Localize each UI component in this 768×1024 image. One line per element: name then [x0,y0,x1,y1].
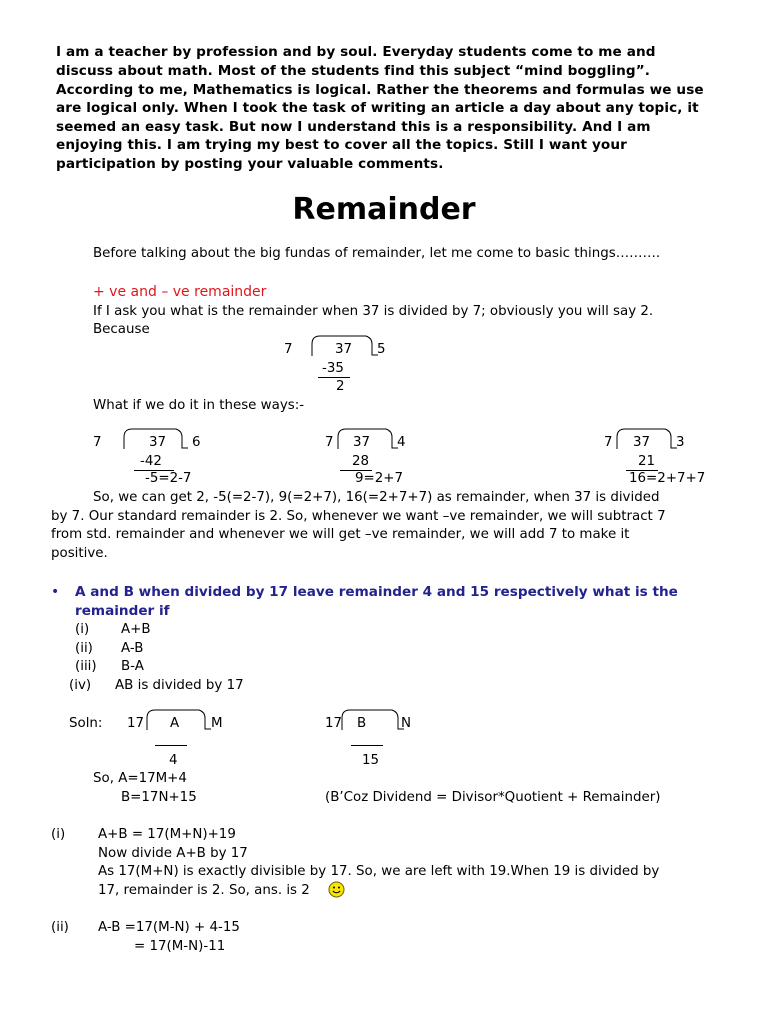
ex1-remainder: -5=2-7 [145,471,192,486]
smiley-icon [328,881,345,898]
page-title: Remainder [292,192,476,227]
subq-text-1: A+B [121,622,151,637]
ex3-quotient: 3 [676,435,685,450]
intro-line-7: participation by posting your valuable comments. [56,156,444,172]
subq-num-1: (i) [75,622,90,637]
soln2-remainder: 15 [362,753,380,768]
subq-num-4: (iv) [69,678,92,693]
part-ii-line-1: A-B =17(M-N) + 4-15 [98,920,240,935]
ex1-product: -42 [140,454,162,469]
section-heading: + ve and – ve remainder [93,284,267,300]
what-if-text: What if we do it in these ways:- [93,398,305,413]
ex3-product: 21 [638,454,656,469]
subq-num-3: (iii) [75,659,97,674]
bullet-icon: • [51,584,60,600]
part-i-num: (i) [51,827,66,842]
ex3-dividend: 37 [633,435,651,450]
intro-line-2: discuss about math. Most of the students find this subject “mind boggling”. [56,63,651,79]
ex2-quotient: 4 [397,435,406,450]
ex2-product: 28 [352,454,370,469]
main-divisor: 7 [284,342,293,357]
ex2-remainder: 9=2+7 [355,471,403,486]
soln2-dividend: B [357,716,367,731]
soln2-quotient: N [401,716,412,731]
para2-line-1: So, we can get 2, -5(=2-7), 9(=2+7), 16(=2+7+7) as remainder, when 37 is divided [93,490,660,505]
main-quotient: 5 [377,342,386,357]
ex1-quotient: 6 [192,435,201,450]
para1-line-2: Because [93,322,150,337]
soln1-division-bracket [141,708,221,732]
question-line-1: A and B when divided by 17 leave remainder 4 and 15 respectively what is the [75,584,678,600]
b-equation: B=17N+15 [121,790,197,805]
intro-line-1: I am a teacher by profession and by soul. Everyday students come to me and [56,44,656,60]
part-ii-num: (ii) [51,920,69,935]
part-i-line-4: 17, remainder is 2. So, ans. is 2 [98,883,310,898]
para2-line-4: positive. [51,546,108,561]
ex3-divisor: 7 [604,435,613,450]
soln2-subtract-line [351,745,383,746]
ex1-divisor: 7 [93,435,102,450]
ex2-divisor: 7 [325,435,334,450]
soln1-divisor: 17 [127,716,145,731]
para2-line-2: by 7. Our standard remainder is 2. So, whenever we want –ve remainder, we will subtract 7 [51,509,666,524]
subq-text-3: B-A [121,659,144,674]
intro-line-3: According to me, Mathematics is logical. Rather the theorems and formulas we use [56,82,704,98]
para1-line-1: If I ask you what is the remainder when 37 is divided by 7; obviously you will say 2. [93,304,654,319]
part-ii-line-2: = 17(M-N)-11 [134,939,226,954]
para2-line-3: from std. remainder and whenever we will get –ve remainder, we will add 7 to make it [51,527,630,542]
ex3-remainder: 16=2+7+7 [629,471,706,486]
intro-line-4: are logical only. When I took the task of writing an article a day about any topic, it [56,100,699,116]
intro-line-6: enjoying this. I am trying my best to cover all the topics. Still I want your [56,137,627,153]
ex2-dividend: 37 [353,435,371,450]
main-product: -35 [322,361,344,376]
soln-label: Soln: [69,716,103,731]
soln1-remainder: 4 [169,753,178,768]
part-i-line-3: As 17(M+N) is exactly divisible by 17. So, we are left with 19.When 19 is divided by [98,864,660,879]
soln1-quotient: M [211,716,223,731]
subq-text-2: A-B [121,641,144,656]
lead-text: Before talking about the big fundas of remainder, let me come to basic things………. [93,246,661,261]
question-line-2: remainder if [75,603,170,619]
intro-line-5: seemed an easy task. But now I understand this is a responsibility. And I am [56,119,651,135]
subq-text-4: AB is divided by 17 [115,678,244,693]
soln2-divisor: 17 [325,716,343,731]
ex1-dividend: 37 [149,435,167,450]
main-subtract-line [318,377,350,378]
bcoz-note: (B’Coz Dividend = Divisor*Quotient + Remainder) [325,790,661,805]
part-i-line-2: Now divide A+B by 17 [98,846,248,861]
main-remainder: 2 [336,379,345,394]
subq-num-2: (ii) [75,641,93,656]
main-dividend: 37 [335,342,353,357]
soln1-dividend: A [170,716,180,731]
soln1-subtract-line [155,745,187,746]
so-a-equation: So, A=17M+4 [93,771,187,786]
part-i-line-1: A+B = 17(M+N)+19 [98,827,236,842]
